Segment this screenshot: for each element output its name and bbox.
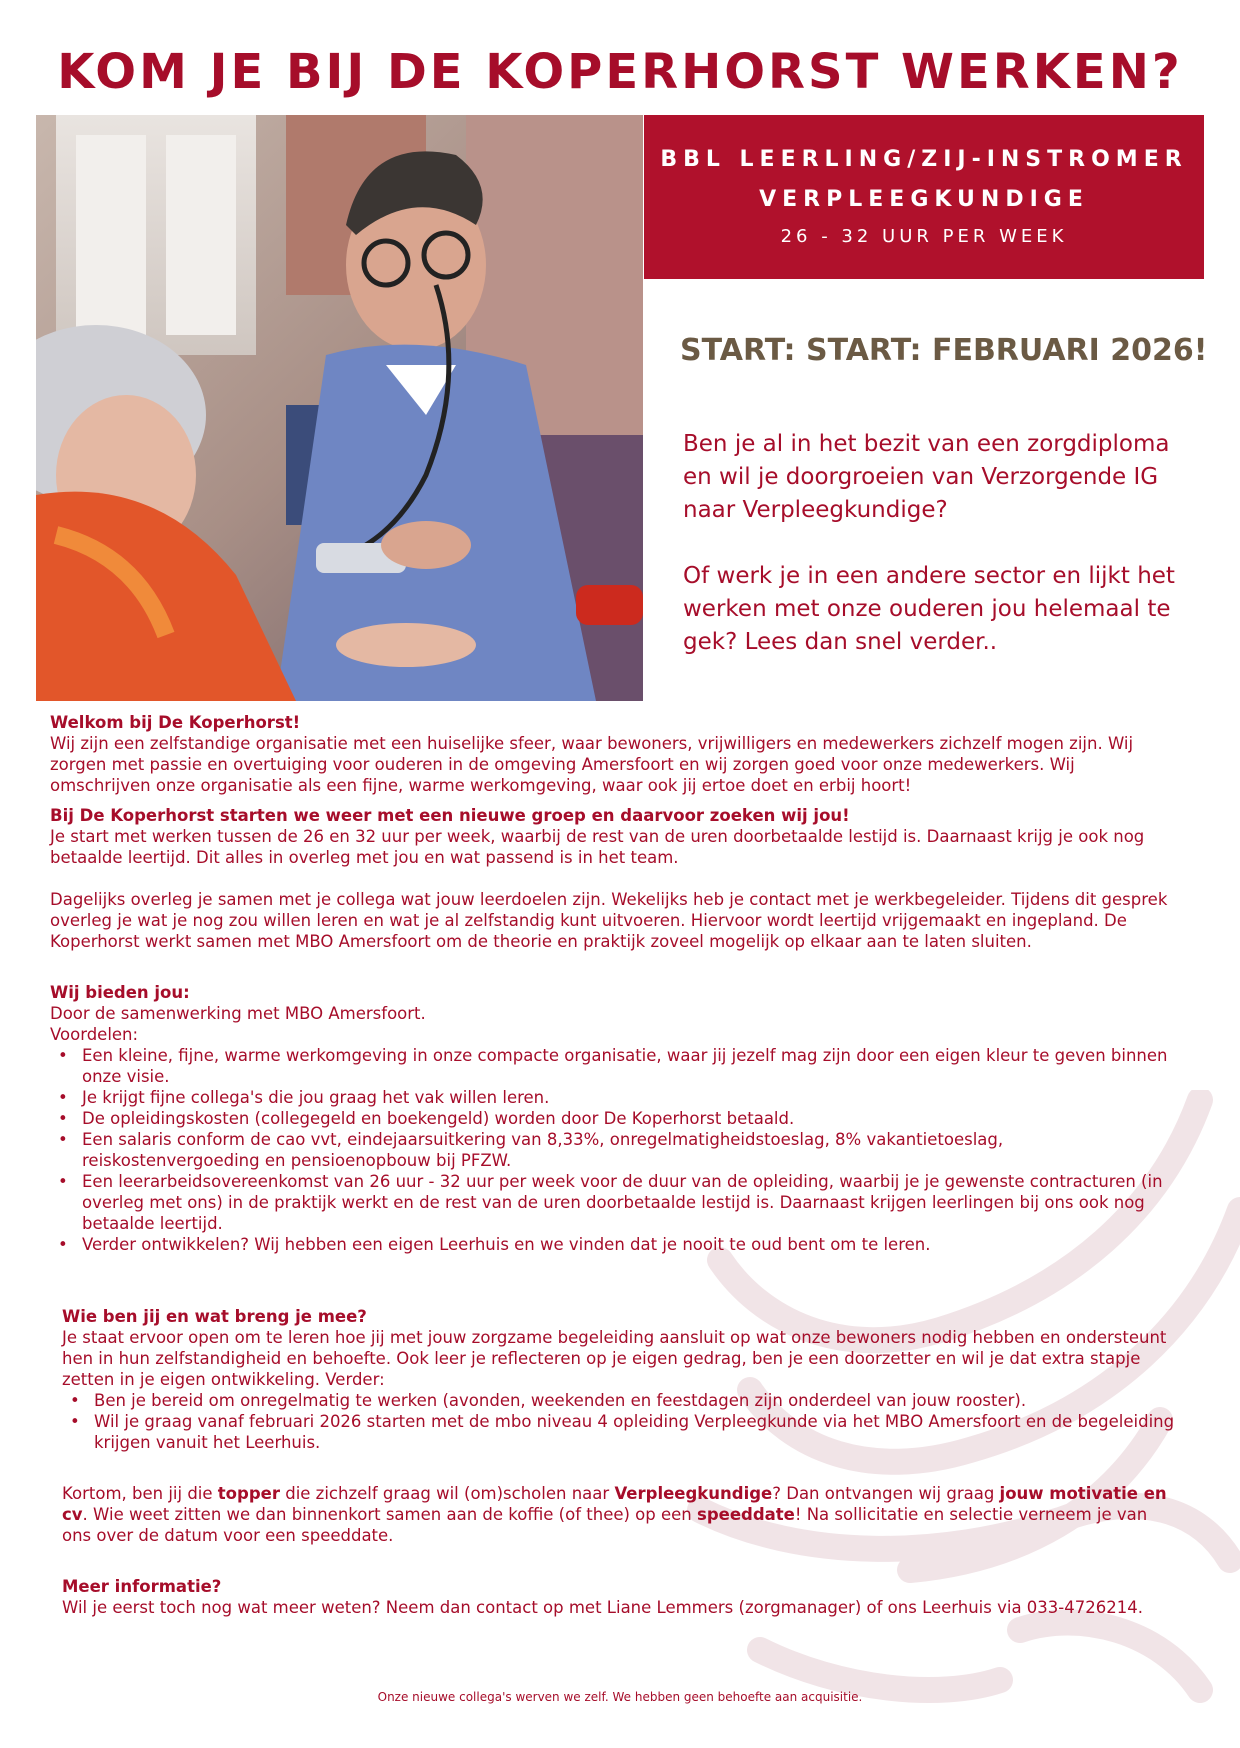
offer-section — [50, 982, 1180, 1255]
list-item: • Wil je graag vanaf februari 2026 starten met de mbo niveau 4 opleiding Verpleegkunde via het MBO Amersfoort en de begeleiding krijgen vanuit het Leerhuis. — [94, 1411, 1180, 1453]
section-text: Je start met werken tussen de 26 en 32 uur per week, waarbij de rest van de uren doorbetaalde lestijd is. Daarnaast krijg je ook nog betaalde leertijd. Dit alles in overleg met jou en wat passend is in het team. — [50, 827, 1145, 867]
section-text: Door de samenwerking met MBO Amersfoort. — [50, 1004, 426, 1023]
section-heading: Meer informatie? — [62, 1577, 222, 1596]
list-item: • De opleidingskosten (collegegeld en boekengeld) worden door De Koperhorst betaald. — [82, 1108, 1180, 1129]
nurse-photo — [36, 115, 643, 701]
list-item: • Een salaris conform de cao vvt, eindejaarsuitkering van 8,33%, onregelmatigheidstoeslag, 8% vakantietoeslag, reiskostenvergoeding en pensioenopbouw bij PFZW. — [82, 1129, 1180, 1171]
contact-section — [62, 1576, 1180, 1618]
section-heading: Wij bieden jou: — [50, 983, 190, 1002]
section-text: Je staat ervoor open om te leren hoe jij met jouw zorgzame begeleiding aansluit op wat onze bewoners nodig hebben en ondersteunt hen in hun zelfstandigheid en behoefte. Ook leer je reflecteren op je eigen gedrag, ben je een doorzetter en wil je dat extra stapje zetten in je eigen ontwikkeling. Verder: — [62, 1328, 1167, 1389]
section-text: Wij zijn een zelfstandige organisatie met een huiselijke sfeer, waar bewoners, vrijwilligers en medewerkers zichzelf mogen zijn. Wij zorgen met passie en overtuiging voor ouderen in de omgeving Amersfoort en wij zorgen goed voor onze medewerkers. Wij omschrijven onze organisatie als een fijne, warme werkomgeving, waar ook jij ertoe doet en erbij hoort! — [50, 734, 1134, 795]
banner-hours: 26 - 32 UUR PER WEEK — [780, 226, 1068, 247]
vacancy-body — [50, 712, 1180, 1627]
section-text: Dagelijks overleg je samen met je collega wat jouw leerdoelen zijn. Wekelijks heb je contact met je werkbegeleider. Tijdens dit gesprek overleg je wat je nog zou willen leren en wat je al zelfstandig kunt uitvoeren. Hiervoor wordt leertijd vrijgemaakt en ingepland. De Koperhorst werkt samen met MBO Amersfoort om de theorie en praktijk zoveel mogelijk op elkaar aan te laten sluiten. — [50, 890, 1168, 951]
section-heading: Welkom bij De Koperhorst! — [50, 713, 301, 732]
call-to-action: Kortom, ben jij die topper die zichzelf graag wil (om)scholen naar Verpleegkundige? Dan ontvangen wij graag jouw motivatie en cv. Wie weet zitten we dan binnenkort samen aan de koffie (of thee) op een speeddate! Na sollicitatie en selectie verneem je van ons over de datum voor een speeddate. — [62, 1484, 1167, 1545]
section-heading: Wie ben jij en wat breng je mee? — [62, 1307, 367, 1326]
section-heading: Bij De Koperhorst starten we weer met een nieuwe groep en daarvoor zoeken wij jou! — [50, 806, 850, 825]
page-title: KOM JE BIJ DE KOPERHORST WERKEN? — [57, 44, 1183, 100]
list-item: • Een kleine, fijne, warme werkomgeving in onze compacte organisatie, waar jij jezelf mag zijn door een eigen kleur te geven binnen onze visie. — [82, 1045, 1180, 1087]
start-date: START: START: FEBRUARI 2026! — [680, 333, 1208, 368]
list-item: • Je krijgt fijne collega's die jou graag het vak willen leren. — [82, 1087, 1180, 1108]
intro-text — [683, 428, 1203, 659]
welcome-section — [50, 712, 1180, 796]
requirements-list — [62, 1390, 1180, 1453]
intro-paragraph: Ben je al in het bezit van een zorgdiploma en wil je doorgroeien van Verzorgende IG naar Verpleegkundige? — [683, 431, 1170, 523]
banner-profession: VERPLEEGKUNDIGE — [759, 187, 1089, 212]
footer-note: Onze nieuwe collega's werven we zelf. We hebben geen behoefte aan acquisitie. — [377, 1690, 863, 1704]
job-title-banner — [644, 115, 1204, 279]
list-item: • Ben je bereid om onregelmatig te werken (avonden, weekenden en feestdagen zijn onderdeel van jouw rooster). — [94, 1390, 1180, 1411]
list-item: • Een leerarbeidsovereenkomst van 26 uur - 32 uur per week voor de duur van de opleiding, waarbij je je gewenste contracturen (in overleg met ons) in de praktijk werkt en de rest van de uren doorbetaalde lestijd is. Daarnaast krijgen leerlingen bij ons ook nog betaalde leertijd. — [82, 1171, 1180, 1234]
group-section — [50, 805, 1180, 952]
banner-role: BBL LEERLING/ZIJ-INSTROMER — [660, 147, 1188, 172]
list-item: • Verder ontwikkelen? Wij hebben een eigen Leerhuis en we vinden dat je nooit te oud bent om te leren. — [82, 1234, 1180, 1255]
section-text: Voordelen: — [50, 1025, 139, 1044]
benefits-list — [50, 1045, 1180, 1255]
intro-paragraph: Of werk je in een andere sector en lijkt het werken met onze ouderen jou helemaal te gek? Lees dan snel verder.. — [683, 563, 1175, 655]
profile-section — [62, 1306, 1180, 1453]
contact-text: Wil je eerst toch nog wat meer weten? Neem dan contact op met Liane Lemmers (zorgmanager) of ons Leerhuis via 033-4726214. — [62, 1598, 1143, 1617]
